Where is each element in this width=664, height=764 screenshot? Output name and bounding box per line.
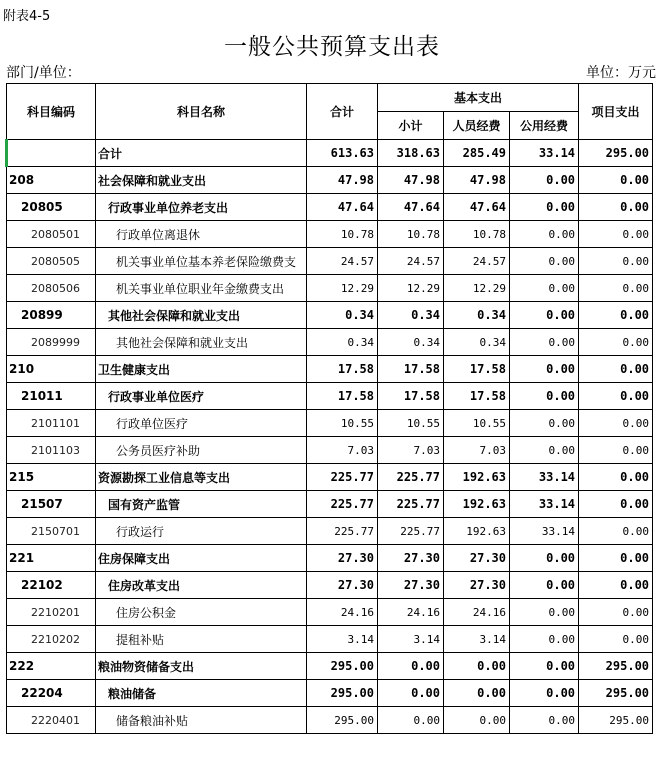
row-total: 295.00 (307, 653, 378, 680)
row-total: 295.00 (307, 707, 378, 734)
row-name: 其他社会保障和就业支出 (96, 329, 307, 356)
row-code: 2210202 (7, 626, 96, 653)
table-row[interactable] (7, 653, 653, 680)
row-personnel: 0.00 (444, 680, 510, 707)
row-code: 208 (7, 167, 96, 194)
table-row[interactable] (7, 167, 653, 194)
row-public: 0.00 (510, 329, 579, 356)
row-total: 295.00 (307, 680, 378, 707)
row-total: 10.78 (307, 221, 378, 248)
row-name: 行政事业单位养老支出 (96, 194, 307, 221)
row-subtotal: 0.34 (378, 329, 444, 356)
row-subtotal: 47.98 (378, 167, 444, 194)
row-name: 行政事业单位医疗 (96, 383, 307, 410)
table-body (7, 140, 653, 734)
row-name: 提租补贴 (96, 626, 307, 653)
header-basic: 基本支出 (378, 84, 579, 112)
table-row[interactable] (7, 491, 653, 518)
table-row[interactable] (7, 437, 653, 464)
row-public: 33.14 (510, 491, 579, 518)
table-row[interactable] (7, 518, 653, 545)
row-project: 0.00 (579, 464, 653, 491)
row-code: 2210201 (7, 599, 96, 626)
row-project: 0.00 (579, 410, 653, 437)
row-name: 行政运行 (96, 518, 307, 545)
row-project: 295.00 (579, 140, 653, 167)
header-total: 合计 (307, 84, 378, 140)
row-subtotal: 12.29 (378, 275, 444, 302)
row-personnel: 47.64 (444, 194, 510, 221)
row-code: 2220401 (7, 707, 96, 734)
row-name: 公务员医疗补助 (96, 437, 307, 464)
row-public: 0.00 (510, 383, 579, 410)
row-code: 20805 (7, 194, 96, 221)
row-name: 社会保障和就业支出 (96, 167, 307, 194)
row-public: 0.00 (510, 167, 579, 194)
row-code: 2080506 (7, 275, 96, 302)
row-name: 其他社会保障和就业支出 (96, 302, 307, 329)
row-total: 17.58 (307, 356, 378, 383)
department-label: 部门/单位： (6, 65, 81, 81)
table-row[interactable] (7, 140, 653, 167)
row-code: 222 (7, 653, 96, 680)
row-name: 卫生健康支出 (96, 356, 307, 383)
row-project: 0.00 (579, 572, 653, 599)
row-project: 0.00 (579, 518, 653, 545)
row-public: 0.00 (510, 275, 579, 302)
row-public: 0.00 (510, 194, 579, 221)
row-project: 0.00 (579, 599, 653, 626)
table-row[interactable] (7, 248, 653, 275)
row-project: 0.00 (579, 194, 653, 221)
row-public: 0.00 (510, 356, 579, 383)
table-row[interactable] (7, 680, 653, 707)
row-name: 住房保障支出 (96, 545, 307, 572)
row-name: 行政单位医疗 (96, 410, 307, 437)
row-subtotal: 10.78 (378, 221, 444, 248)
row-subtotal: 17.58 (378, 383, 444, 410)
row-code: 210 (7, 356, 96, 383)
row-total: 10.55 (307, 410, 378, 437)
row-total: 225.77 (307, 518, 378, 545)
row-project: 0.00 (579, 491, 653, 518)
row-public: 0.00 (510, 572, 579, 599)
header-personnel: 人员经费 (444, 112, 510, 140)
table-row[interactable] (7, 302, 653, 329)
row-project: 0.00 (579, 383, 653, 410)
row-name: 粮油物资储备支出 (96, 653, 307, 680)
row-project: 0.00 (579, 275, 653, 302)
row-subtotal: 27.30 (378, 572, 444, 599)
row-name: 住房改革支出 (96, 572, 307, 599)
row-code (7, 140, 96, 167)
table-row[interactable] (7, 572, 653, 599)
table-row[interactable] (7, 194, 653, 221)
table-row[interactable] (7, 410, 653, 437)
row-public: 0.00 (510, 680, 579, 707)
row-total: 613.63 (307, 140, 378, 167)
table-row[interactable] (7, 599, 653, 626)
row-personnel: 0.00 (444, 707, 510, 734)
table-row[interactable] (7, 626, 653, 653)
row-public: 0.00 (510, 653, 579, 680)
row-project: 0.00 (579, 545, 653, 572)
row-personnel: 285.49 (444, 140, 510, 167)
row-public: 0.00 (510, 437, 579, 464)
row-subtotal: 225.77 (378, 464, 444, 491)
row-personnel: 17.58 (444, 383, 510, 410)
row-project: 295.00 (579, 680, 653, 707)
row-name: 行政单位离退休 (96, 221, 307, 248)
row-personnel: 192.63 (444, 464, 510, 491)
row-subtotal: 225.77 (378, 491, 444, 518)
row-subtotal: 318.63 (378, 140, 444, 167)
budget-table (5, 83, 653, 734)
row-name: 国有资产监管 (96, 491, 307, 518)
row-name: 资源勘探工业信息等支出 (96, 464, 307, 491)
header-subtotal: 小计 (378, 112, 444, 140)
row-subtotal: 225.77 (378, 518, 444, 545)
row-personnel: 3.14 (444, 626, 510, 653)
row-project: 295.00 (579, 653, 653, 680)
row-subtotal: 17.58 (378, 356, 444, 383)
row-total: 225.77 (307, 464, 378, 491)
row-total: 27.30 (307, 545, 378, 572)
row-public: 0.00 (510, 410, 579, 437)
row-personnel: 24.57 (444, 248, 510, 275)
row-name: 储备粮油补贴 (96, 707, 307, 734)
row-name: 合计 (96, 140, 307, 167)
row-total: 47.64 (307, 194, 378, 221)
row-subtotal: 0.00 (378, 707, 444, 734)
row-subtotal: 24.57 (378, 248, 444, 275)
table-row[interactable] (7, 356, 653, 383)
row-total: 0.34 (307, 329, 378, 356)
table-row[interactable] (7, 545, 653, 572)
row-public: 0.00 (510, 248, 579, 275)
header-code: 科目编码 (7, 84, 96, 140)
header-project: 项目支出 (579, 84, 653, 140)
table-row[interactable] (7, 329, 653, 356)
row-code: 2150701 (7, 518, 96, 545)
row-name: 粮油储备 (96, 680, 307, 707)
header-name: 科目名称 (96, 84, 307, 140)
row-total: 3.14 (307, 626, 378, 653)
row-total: 12.29 (307, 275, 378, 302)
row-public: 0.00 (510, 626, 579, 653)
row-personnel: 0.00 (444, 653, 510, 680)
row-code: 215 (7, 464, 96, 491)
row-code: 21011 (7, 383, 96, 410)
row-project: 0.00 (579, 437, 653, 464)
row-code: 2101103 (7, 437, 96, 464)
row-total: 27.30 (307, 572, 378, 599)
row-public: 33.14 (510, 518, 579, 545)
row-personnel: 192.63 (444, 518, 510, 545)
row-public: 0.00 (510, 707, 579, 734)
row-subtotal: 0.00 (378, 653, 444, 680)
row-code: 2080505 (7, 248, 96, 275)
table-row[interactable] (7, 464, 653, 491)
row-subtotal: 10.55 (378, 410, 444, 437)
row-total: 0.34 (307, 302, 378, 329)
row-project: 0.00 (579, 356, 653, 383)
unit-label: 单位：万元 (586, 65, 656, 81)
page-title: 一般公共预算支出表 (224, 34, 440, 60)
row-code: 2080501 (7, 221, 96, 248)
row-subtotal: 27.30 (378, 545, 444, 572)
row-personnel: 27.30 (444, 572, 510, 599)
table-row[interactable] (7, 275, 653, 302)
table-row[interactable] (7, 221, 653, 248)
row-total: 24.57 (307, 248, 378, 275)
row-public: 33.14 (510, 464, 579, 491)
row-personnel: 10.78 (444, 221, 510, 248)
row-total: 225.77 (307, 491, 378, 518)
row-subtotal: 0.34 (378, 302, 444, 329)
row-project: 295.00 (579, 707, 653, 734)
row-subtotal: 47.64 (378, 194, 444, 221)
row-name: 住房公积金 (96, 599, 307, 626)
row-project: 0.00 (579, 329, 653, 356)
row-total: 7.03 (307, 437, 378, 464)
table-row[interactable] (7, 383, 653, 410)
row-public: 33.14 (510, 140, 579, 167)
row-public: 0.00 (510, 221, 579, 248)
row-code: 22102 (7, 572, 96, 599)
row-personnel: 12.29 (444, 275, 510, 302)
row-subtotal: 3.14 (378, 626, 444, 653)
row-project: 0.00 (579, 167, 653, 194)
row-personnel: 17.58 (444, 356, 510, 383)
row-personnel: 0.34 (444, 302, 510, 329)
row-project: 0.00 (579, 221, 653, 248)
row-name: 机关事业单位基本养老保险缴费支 (96, 248, 307, 275)
row-code: 22204 (7, 680, 96, 707)
table-row[interactable] (7, 707, 653, 734)
row-name: 机关事业单位职业年金缴费支出 (96, 275, 307, 302)
row-public: 0.00 (510, 599, 579, 626)
row-code: 221 (7, 545, 96, 572)
row-personnel: 192.63 (444, 491, 510, 518)
row-personnel: 10.55 (444, 410, 510, 437)
row-public: 0.00 (510, 545, 579, 572)
row-project: 0.00 (579, 248, 653, 275)
row-code: 2101101 (7, 410, 96, 437)
row-total: 17.58 (307, 383, 378, 410)
row-personnel: 0.34 (444, 329, 510, 356)
row-code: 20899 (7, 302, 96, 329)
row-code: 2089999 (7, 329, 96, 356)
header-public: 公用经费 (510, 112, 579, 140)
row-total: 24.16 (307, 599, 378, 626)
row-personnel: 7.03 (444, 437, 510, 464)
row-total: 47.98 (307, 167, 378, 194)
row-project: 0.00 (579, 302, 653, 329)
row-personnel: 47.98 (444, 167, 510, 194)
annex-label: 附表4-5 (3, 9, 51, 24)
row-project: 0.00 (579, 626, 653, 653)
row-subtotal: 7.03 (378, 437, 444, 464)
row-public: 0.00 (510, 302, 579, 329)
row-subtotal: 0.00 (378, 680, 444, 707)
row-subtotal: 24.16 (378, 599, 444, 626)
row-code: 21507 (7, 491, 96, 518)
row-personnel: 27.30 (444, 545, 510, 572)
row-personnel: 24.16 (444, 599, 510, 626)
